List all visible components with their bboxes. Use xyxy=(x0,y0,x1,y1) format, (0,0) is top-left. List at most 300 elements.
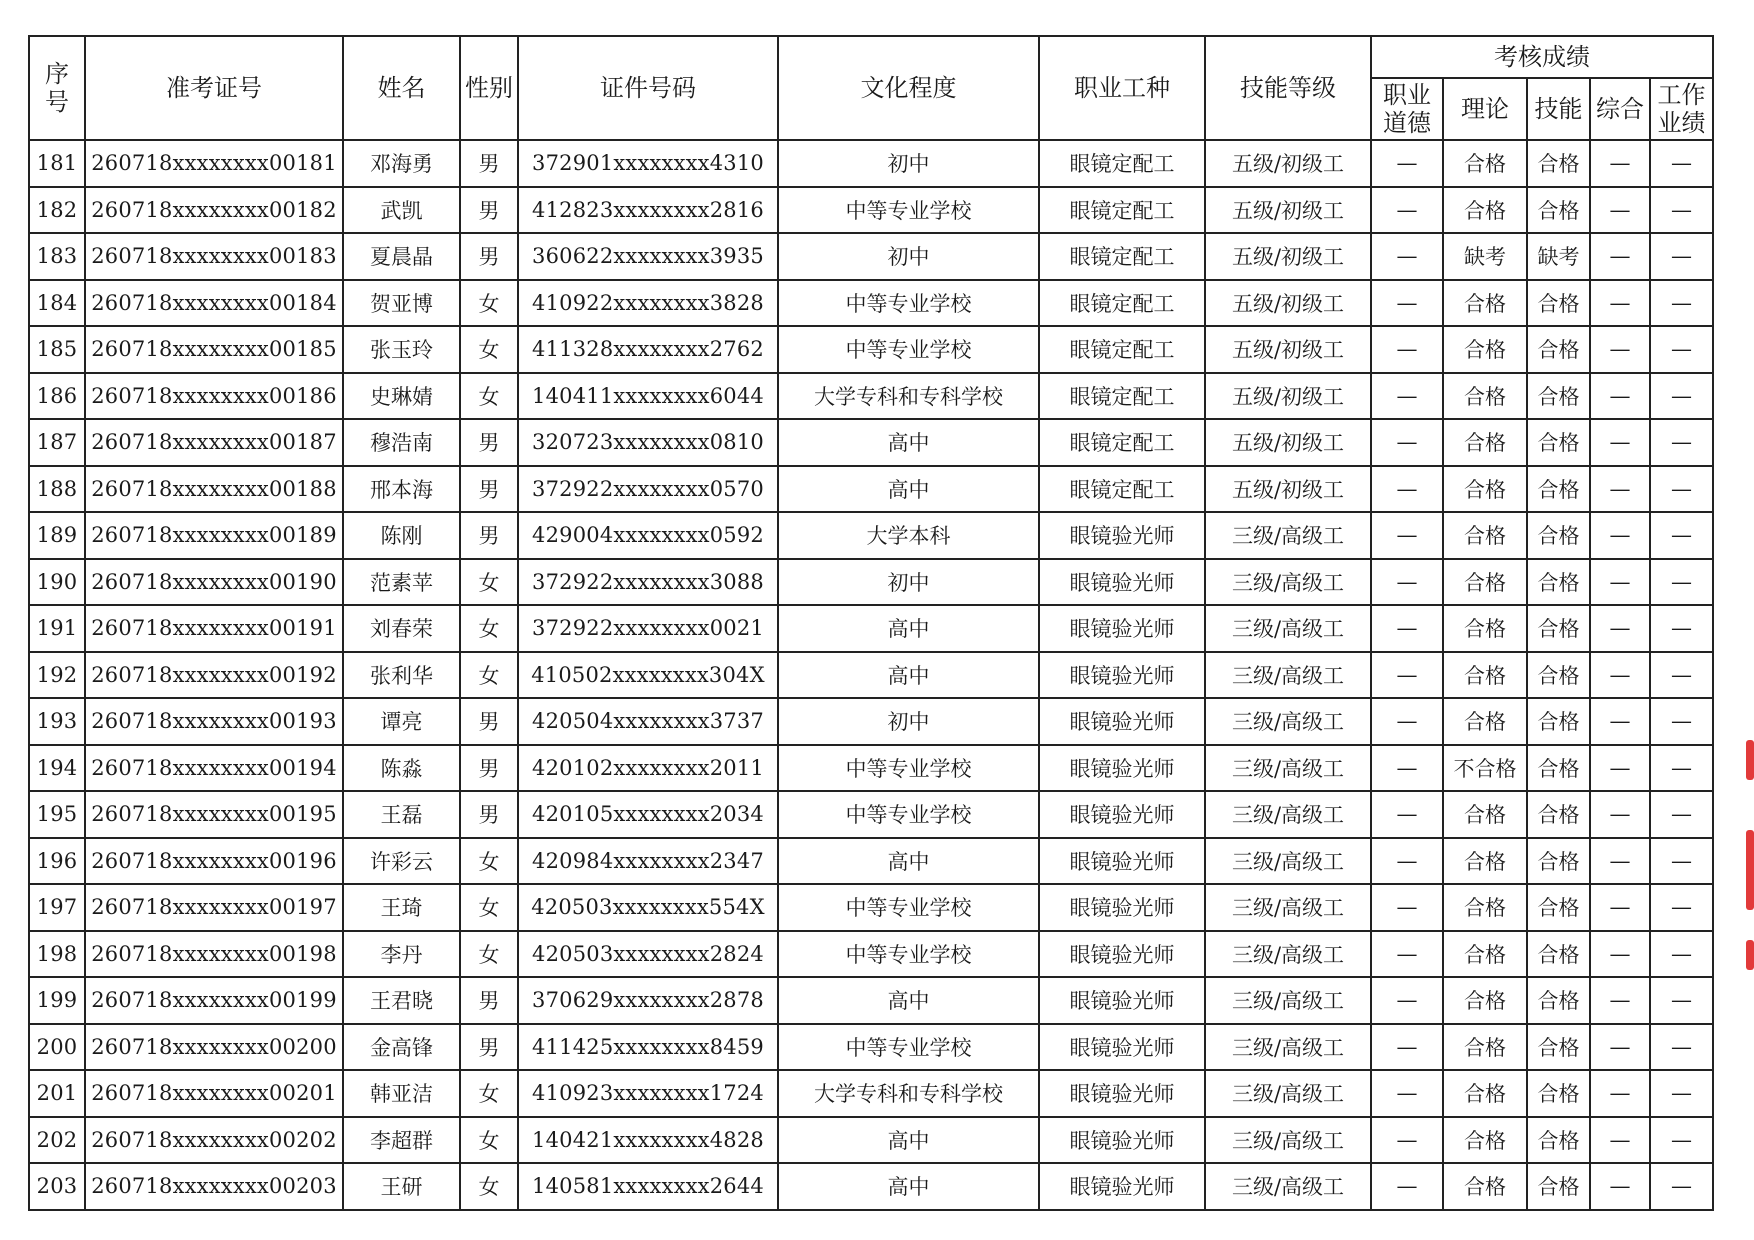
cell-education: 中等专业学校 xyxy=(778,187,1039,234)
cell-occupation: 眼镜验光师 xyxy=(1039,931,1205,978)
cell-education: 中等专业学校 xyxy=(778,1024,1039,1071)
cell-seq: 200 xyxy=(29,1024,85,1071)
cell-skill-level: 三级/高级工 xyxy=(1205,1070,1371,1117)
cell-overall: — xyxy=(1590,977,1650,1024)
cell-seq: 198 xyxy=(29,931,85,978)
cell-name: 陈淼 xyxy=(343,745,460,792)
cell-ethics: — xyxy=(1371,373,1443,420)
table-row xyxy=(29,791,1713,838)
header-gender: 性别 xyxy=(460,36,518,140)
cell-work: — xyxy=(1650,140,1713,187)
cell-theory: 缺考 xyxy=(1443,233,1527,280)
cell-theory: 不合格 xyxy=(1443,745,1527,792)
cell-seq: 193 xyxy=(29,698,85,745)
cell-occupation: 眼镜验光师 xyxy=(1039,1117,1205,1164)
cell-skill: 合格 xyxy=(1527,559,1590,606)
cell-seq: 191 xyxy=(29,605,85,652)
cell-skill: 合格 xyxy=(1527,1024,1590,1071)
cell-gender: 男 xyxy=(460,140,518,187)
cell-skill-level: 三级/高级工 xyxy=(1205,559,1371,606)
cell-gender: 女 xyxy=(460,373,518,420)
cell-occupation: 眼镜定配工 xyxy=(1039,187,1205,234)
cell-id-number: 372922xxxxxxxx3088 xyxy=(518,559,778,606)
cell-theory: 合格 xyxy=(1443,884,1527,931)
cell-occupation: 眼镜验光师 xyxy=(1039,884,1205,931)
cell-ticket: 260718xxxxxxxx00187 xyxy=(85,419,343,466)
cell-ethics: — xyxy=(1371,931,1443,978)
cell-occupation: 眼镜验光师 xyxy=(1039,838,1205,885)
cell-work: — xyxy=(1650,326,1713,373)
table-row xyxy=(29,931,1713,978)
cell-skill: 合格 xyxy=(1527,512,1590,559)
cell-gender: 女 xyxy=(460,931,518,978)
cell-education: 中等专业学校 xyxy=(778,884,1039,931)
cell-education: 初中 xyxy=(778,233,1039,280)
cell-ticket: 260718xxxxxxxx00190 xyxy=(85,559,343,606)
cell-theory: 合格 xyxy=(1443,280,1527,327)
cell-ticket: 260718xxxxxxxx00200 xyxy=(85,1024,343,1071)
cell-theory: 合格 xyxy=(1443,326,1527,373)
cell-ethics: — xyxy=(1371,1117,1443,1164)
cell-occupation: 眼镜验光师 xyxy=(1039,977,1205,1024)
cell-education: 初中 xyxy=(778,140,1039,187)
cell-name: 许彩云 xyxy=(343,838,460,885)
cell-occupation: 眼镜定配工 xyxy=(1039,140,1205,187)
cell-skill: 合格 xyxy=(1527,791,1590,838)
cell-id-number: 140581xxxxxxxx2644 xyxy=(518,1163,778,1210)
cell-ethics: — xyxy=(1371,977,1443,1024)
header-ethics: 职业道德 xyxy=(1371,78,1443,140)
cell-ticket: 260718xxxxxxxx00184 xyxy=(85,280,343,327)
cell-name: 史琳婧 xyxy=(343,373,460,420)
cell-id-number: 420984xxxxxxxx2347 xyxy=(518,838,778,885)
cell-ethics: — xyxy=(1371,466,1443,513)
cell-overall: — xyxy=(1590,1117,1650,1164)
cell-name: 贺亚博 xyxy=(343,280,460,327)
cell-skill: 合格 xyxy=(1527,745,1590,792)
cell-ethics: — xyxy=(1371,605,1443,652)
cell-ticket: 260718xxxxxxxx00197 xyxy=(85,884,343,931)
cell-work: — xyxy=(1650,884,1713,931)
assessment-results-table xyxy=(28,35,1714,1211)
cell-skill-level: 五级/初级工 xyxy=(1205,326,1371,373)
cell-name: 王君晓 xyxy=(343,977,460,1024)
cell-theory: 合格 xyxy=(1443,838,1527,885)
cell-ethics: — xyxy=(1371,652,1443,699)
cell-seq: 199 xyxy=(29,977,85,1024)
cell-ethics: — xyxy=(1371,838,1443,885)
cell-education: 高中 xyxy=(778,1117,1039,1164)
cell-id-number: 360622xxxxxxxx3935 xyxy=(518,233,778,280)
cell-education: 高中 xyxy=(778,419,1039,466)
cell-occupation: 眼镜定配工 xyxy=(1039,326,1205,373)
cell-id-number: 320723xxxxxxxx0810 xyxy=(518,419,778,466)
cell-id-number: 429004xxxxxxxx0592 xyxy=(518,512,778,559)
cell-overall: — xyxy=(1590,884,1650,931)
cell-work: — xyxy=(1650,419,1713,466)
table-row xyxy=(29,745,1713,792)
cell-occupation: 眼镜定配工 xyxy=(1039,373,1205,420)
cell-occupation: 眼镜定配工 xyxy=(1039,280,1205,327)
header-id-number: 证件号码 xyxy=(518,36,778,140)
cell-ethics: — xyxy=(1371,140,1443,187)
cell-gender: 女 xyxy=(460,1070,518,1117)
cell-theory: 合格 xyxy=(1443,466,1527,513)
cell-overall: — xyxy=(1590,605,1650,652)
table-row xyxy=(29,1163,1713,1210)
cell-occupation: 眼镜验光师 xyxy=(1039,791,1205,838)
cell-skill-level: 三级/高级工 xyxy=(1205,931,1371,978)
cell-name: 李丹 xyxy=(343,931,460,978)
cell-ticket: 260718xxxxxxxx00195 xyxy=(85,791,343,838)
table-row xyxy=(29,884,1713,931)
cell-name: 武凯 xyxy=(343,187,460,234)
cell-id-number: 372922xxxxxxxx0021 xyxy=(518,605,778,652)
header-theory: 理论 xyxy=(1443,78,1527,140)
cell-theory: 合格 xyxy=(1443,187,1527,234)
cell-gender: 男 xyxy=(460,187,518,234)
cell-theory: 合格 xyxy=(1443,140,1527,187)
header-skill-level: 技能等级 xyxy=(1205,36,1371,140)
cell-name: 穆浩南 xyxy=(343,419,460,466)
cell-work: — xyxy=(1650,791,1713,838)
cell-skill-level: 五级/初级工 xyxy=(1205,373,1371,420)
cell-ticket: 260718xxxxxxxx00202 xyxy=(85,1117,343,1164)
cell-work: — xyxy=(1650,373,1713,420)
cell-skill-level: 五级/初级工 xyxy=(1205,187,1371,234)
cell-overall: — xyxy=(1590,559,1650,606)
cell-name: 李超群 xyxy=(343,1117,460,1164)
cell-work: — xyxy=(1650,466,1713,513)
cell-overall: — xyxy=(1590,791,1650,838)
cell-work: — xyxy=(1650,652,1713,699)
cell-education: 高中 xyxy=(778,977,1039,1024)
cell-overall: — xyxy=(1590,466,1650,513)
cell-name: 王研 xyxy=(343,1163,460,1210)
cell-work: — xyxy=(1650,1070,1713,1117)
cell-gender: 男 xyxy=(460,698,518,745)
table-row xyxy=(29,838,1713,885)
cell-skill: 合格 xyxy=(1527,1070,1590,1117)
cell-occupation: 眼镜验光师 xyxy=(1039,512,1205,559)
cell-gender: 男 xyxy=(460,466,518,513)
cell-skill-level: 五级/初级工 xyxy=(1205,140,1371,187)
cell-theory: 合格 xyxy=(1443,512,1527,559)
cell-skill-level: 三级/高级工 xyxy=(1205,838,1371,885)
cell-theory: 合格 xyxy=(1443,931,1527,978)
cell-occupation: 眼镜验光师 xyxy=(1039,745,1205,792)
cell-name: 韩亚洁 xyxy=(343,1070,460,1117)
cell-ticket: 260718xxxxxxxx00198 xyxy=(85,931,343,978)
cell-name: 范素苹 xyxy=(343,559,460,606)
cell-id-number: 411425xxxxxxxx8459 xyxy=(518,1024,778,1071)
cell-name: 邓海勇 xyxy=(343,140,460,187)
cell-ticket: 260718xxxxxxxx00189 xyxy=(85,512,343,559)
cell-ethics: — xyxy=(1371,698,1443,745)
cell-theory: 合格 xyxy=(1443,1070,1527,1117)
cell-ticket: 260718xxxxxxxx00186 xyxy=(85,373,343,420)
cell-ethics: — xyxy=(1371,187,1443,234)
cell-occupation: 眼镜验光师 xyxy=(1039,698,1205,745)
cell-education: 高中 xyxy=(778,838,1039,885)
cell-id-number: 410923xxxxxxxx1724 xyxy=(518,1070,778,1117)
cell-work: — xyxy=(1650,977,1713,1024)
cell-id-number: 410502xxxxxxxx304X xyxy=(518,652,778,699)
header-education: 文化程度 xyxy=(778,36,1039,140)
cell-name: 刘春荣 xyxy=(343,605,460,652)
table-row xyxy=(29,1117,1713,1164)
cell-gender: 女 xyxy=(460,652,518,699)
cell-ethics: — xyxy=(1371,233,1443,280)
cell-work: — xyxy=(1650,605,1713,652)
cell-ethics: — xyxy=(1371,559,1443,606)
header-skill: 技能 xyxy=(1527,78,1590,140)
cell-work: — xyxy=(1650,931,1713,978)
cell-skill: 合格 xyxy=(1527,838,1590,885)
cell-skill-level: 三级/高级工 xyxy=(1205,977,1371,1024)
table-row xyxy=(29,559,1713,606)
cell-ethics: — xyxy=(1371,884,1443,931)
cell-skill: 合格 xyxy=(1527,187,1590,234)
cell-overall: — xyxy=(1590,1163,1650,1210)
cell-id-number: 420504xxxxxxxx3737 xyxy=(518,698,778,745)
cell-work: — xyxy=(1650,1117,1713,1164)
cell-theory: 合格 xyxy=(1443,419,1527,466)
cell-ticket: 260718xxxxxxxx00194 xyxy=(85,745,343,792)
results-sheet xyxy=(28,35,1714,1211)
cell-id-number: 412823xxxxxxxx2816 xyxy=(518,187,778,234)
cell-ticket: 260718xxxxxxxx00183 xyxy=(85,233,343,280)
cell-overall: — xyxy=(1590,838,1650,885)
cell-ethics: — xyxy=(1371,1024,1443,1071)
cell-education: 大学本科 xyxy=(778,512,1039,559)
cell-seq: 196 xyxy=(29,838,85,885)
cell-gender: 女 xyxy=(460,838,518,885)
cell-education: 高中 xyxy=(778,652,1039,699)
cell-skill: 缺考 xyxy=(1527,233,1590,280)
cell-gender: 男 xyxy=(460,512,518,559)
cell-seq: 202 xyxy=(29,1117,85,1164)
cell-ticket: 260718xxxxxxxx00181 xyxy=(85,140,343,187)
table-row xyxy=(29,326,1713,373)
cell-work: — xyxy=(1650,280,1713,327)
cell-skill: 合格 xyxy=(1527,280,1590,327)
cell-name: 夏晨晶 xyxy=(343,233,460,280)
table-row xyxy=(29,698,1713,745)
cell-id-number: 372922xxxxxxxx0570 xyxy=(518,466,778,513)
cell-seq: 186 xyxy=(29,373,85,420)
cell-gender: 男 xyxy=(460,1024,518,1071)
cell-id-number: 420105xxxxxxxx2034 xyxy=(518,791,778,838)
cell-seq: 194 xyxy=(29,745,85,792)
cell-work: — xyxy=(1650,512,1713,559)
cell-overall: — xyxy=(1590,698,1650,745)
cell-gender: 男 xyxy=(460,419,518,466)
header-seq: 序号 xyxy=(29,36,85,140)
cell-occupation: 眼镜验光师 xyxy=(1039,1163,1205,1210)
cell-gender: 男 xyxy=(460,745,518,792)
cell-id-number: 140411xxxxxxxx6044 xyxy=(518,373,778,420)
cell-skill-level: 五级/初级工 xyxy=(1205,419,1371,466)
cell-id-number: 420503xxxxxxxx2824 xyxy=(518,931,778,978)
table-row xyxy=(29,652,1713,699)
cell-seq: 185 xyxy=(29,326,85,373)
cell-seq: 201 xyxy=(29,1070,85,1117)
cell-occupation: 眼镜定配工 xyxy=(1039,233,1205,280)
table-row xyxy=(29,466,1713,513)
header-ticket: 准考证号 xyxy=(85,36,343,140)
cell-skill: 合格 xyxy=(1527,326,1590,373)
cell-ticket: 260718xxxxxxxx00199 xyxy=(85,977,343,1024)
cell-overall: — xyxy=(1590,140,1650,187)
cell-education: 大学专科和专科学校 xyxy=(778,1070,1039,1117)
cell-education: 高中 xyxy=(778,1163,1039,1210)
table-row xyxy=(29,187,1713,234)
table-row xyxy=(29,1024,1713,1071)
cell-ticket: 260718xxxxxxxx00196 xyxy=(85,838,343,885)
cell-overall: — xyxy=(1590,652,1650,699)
cell-skill-level: 三级/高级工 xyxy=(1205,1163,1371,1210)
cell-overall: — xyxy=(1590,280,1650,327)
cell-education: 中等专业学校 xyxy=(778,280,1039,327)
cell-name: 张玉玲 xyxy=(343,326,460,373)
cell-overall: — xyxy=(1590,233,1650,280)
cell-occupation: 眼镜验光师 xyxy=(1039,605,1205,652)
cell-id-number: 410922xxxxxxxx3828 xyxy=(518,280,778,327)
cell-theory: 合格 xyxy=(1443,652,1527,699)
table-row xyxy=(29,977,1713,1024)
table-row xyxy=(29,280,1713,327)
cell-education: 中等专业学校 xyxy=(778,931,1039,978)
cell-education: 初中 xyxy=(778,559,1039,606)
table-row xyxy=(29,512,1713,559)
header-occupation: 职业工种 xyxy=(1039,36,1205,140)
cell-seq: 187 xyxy=(29,419,85,466)
cell-skill: 合格 xyxy=(1527,373,1590,420)
cell-gender: 女 xyxy=(460,1163,518,1210)
cell-skill-level: 三级/高级工 xyxy=(1205,1024,1371,1071)
red-seal-fragment xyxy=(1744,740,1754,990)
cell-ticket: 260718xxxxxxxx00185 xyxy=(85,326,343,373)
header-assessment: 考核成绩 xyxy=(1371,36,1713,78)
cell-education: 中等专业学校 xyxy=(778,745,1039,792)
cell-overall: — xyxy=(1590,745,1650,792)
cell-occupation: 眼镜验光师 xyxy=(1039,1070,1205,1117)
cell-skill: 合格 xyxy=(1527,605,1590,652)
cell-gender: 女 xyxy=(460,1117,518,1164)
cell-seq: 189 xyxy=(29,512,85,559)
cell-id-number: 411328xxxxxxxx2762 xyxy=(518,326,778,373)
table-row xyxy=(29,605,1713,652)
cell-name: 邢本海 xyxy=(343,466,460,513)
cell-overall: — xyxy=(1590,187,1650,234)
cell-ethics: — xyxy=(1371,419,1443,466)
table-body xyxy=(29,140,1713,1210)
cell-id-number: 420102xxxxxxxx2011 xyxy=(518,745,778,792)
cell-ethics: — xyxy=(1371,280,1443,327)
cell-id-number: 370629xxxxxxxx2878 xyxy=(518,977,778,1024)
cell-work: — xyxy=(1650,1163,1713,1210)
cell-theory: 合格 xyxy=(1443,1163,1527,1210)
cell-seq: 195 xyxy=(29,791,85,838)
cell-overall: — xyxy=(1590,373,1650,420)
cell-skill-level: 三级/高级工 xyxy=(1205,791,1371,838)
cell-overall: — xyxy=(1590,419,1650,466)
cell-ethics: — xyxy=(1371,1070,1443,1117)
cell-skill: 合格 xyxy=(1527,1117,1590,1164)
cell-gender: 男 xyxy=(460,977,518,1024)
cell-ticket: 260718xxxxxxxx00182 xyxy=(85,187,343,234)
cell-theory: 合格 xyxy=(1443,1024,1527,1071)
cell-overall: — xyxy=(1590,1024,1650,1071)
cell-gender: 女 xyxy=(460,326,518,373)
cell-education: 高中 xyxy=(778,605,1039,652)
cell-ticket: 260718xxxxxxxx00193 xyxy=(85,698,343,745)
cell-seq: 181 xyxy=(29,140,85,187)
cell-skill-level: 五级/初级工 xyxy=(1205,233,1371,280)
cell-occupation: 眼镜验光师 xyxy=(1039,559,1205,606)
cell-seq: 184 xyxy=(29,280,85,327)
cell-ethics: — xyxy=(1371,326,1443,373)
cell-gender: 女 xyxy=(460,605,518,652)
cell-skill: 合格 xyxy=(1527,466,1590,513)
cell-ethics: — xyxy=(1371,512,1443,559)
cell-seq: 182 xyxy=(29,187,85,234)
cell-ethics: — xyxy=(1371,1163,1443,1210)
cell-name: 王琦 xyxy=(343,884,460,931)
cell-id-number: 420503xxxxxxxx554X xyxy=(518,884,778,931)
cell-skill-level: 五级/初级工 xyxy=(1205,280,1371,327)
cell-skill-level: 三级/高级工 xyxy=(1205,605,1371,652)
table-row xyxy=(29,419,1713,466)
cell-theory: 合格 xyxy=(1443,698,1527,745)
cell-name: 王磊 xyxy=(343,791,460,838)
cell-theory: 合格 xyxy=(1443,1117,1527,1164)
cell-skill: 合格 xyxy=(1527,698,1590,745)
cell-theory: 合格 xyxy=(1443,791,1527,838)
cell-gender: 男 xyxy=(460,791,518,838)
table-row xyxy=(29,1070,1713,1117)
cell-overall: — xyxy=(1590,1070,1650,1117)
cell-theory: 合格 xyxy=(1443,605,1527,652)
cell-skill-level: 三级/高级工 xyxy=(1205,745,1371,792)
cell-skill: 合格 xyxy=(1527,977,1590,1024)
cell-skill: 合格 xyxy=(1527,652,1590,699)
cell-occupation: 眼镜验光师 xyxy=(1039,652,1205,699)
cell-seq: 183 xyxy=(29,233,85,280)
cell-seq: 203 xyxy=(29,1163,85,1210)
cell-skill-level: 五级/初级工 xyxy=(1205,466,1371,513)
cell-education: 中等专业学校 xyxy=(778,791,1039,838)
cell-ticket: 260718xxxxxxxx00203 xyxy=(85,1163,343,1210)
cell-skill: 合格 xyxy=(1527,931,1590,978)
cell-skill-level: 三级/高级工 xyxy=(1205,698,1371,745)
cell-work: — xyxy=(1650,838,1713,885)
cell-overall: — xyxy=(1590,931,1650,978)
header-name: 姓名 xyxy=(343,36,460,140)
cell-occupation: 眼镜定配工 xyxy=(1039,466,1205,513)
cell-education: 初中 xyxy=(778,698,1039,745)
cell-name: 金高锋 xyxy=(343,1024,460,1071)
cell-skill-level: 三级/高级工 xyxy=(1205,512,1371,559)
cell-ticket: 260718xxxxxxxx00191 xyxy=(85,605,343,652)
cell-skill-level: 三级/高级工 xyxy=(1205,652,1371,699)
cell-theory: 合格 xyxy=(1443,977,1527,1024)
cell-skill: 合格 xyxy=(1527,140,1590,187)
cell-skill-level: 三级/高级工 xyxy=(1205,1117,1371,1164)
cell-gender: 女 xyxy=(460,280,518,327)
cell-ticket: 260718xxxxxxxx00192 xyxy=(85,652,343,699)
